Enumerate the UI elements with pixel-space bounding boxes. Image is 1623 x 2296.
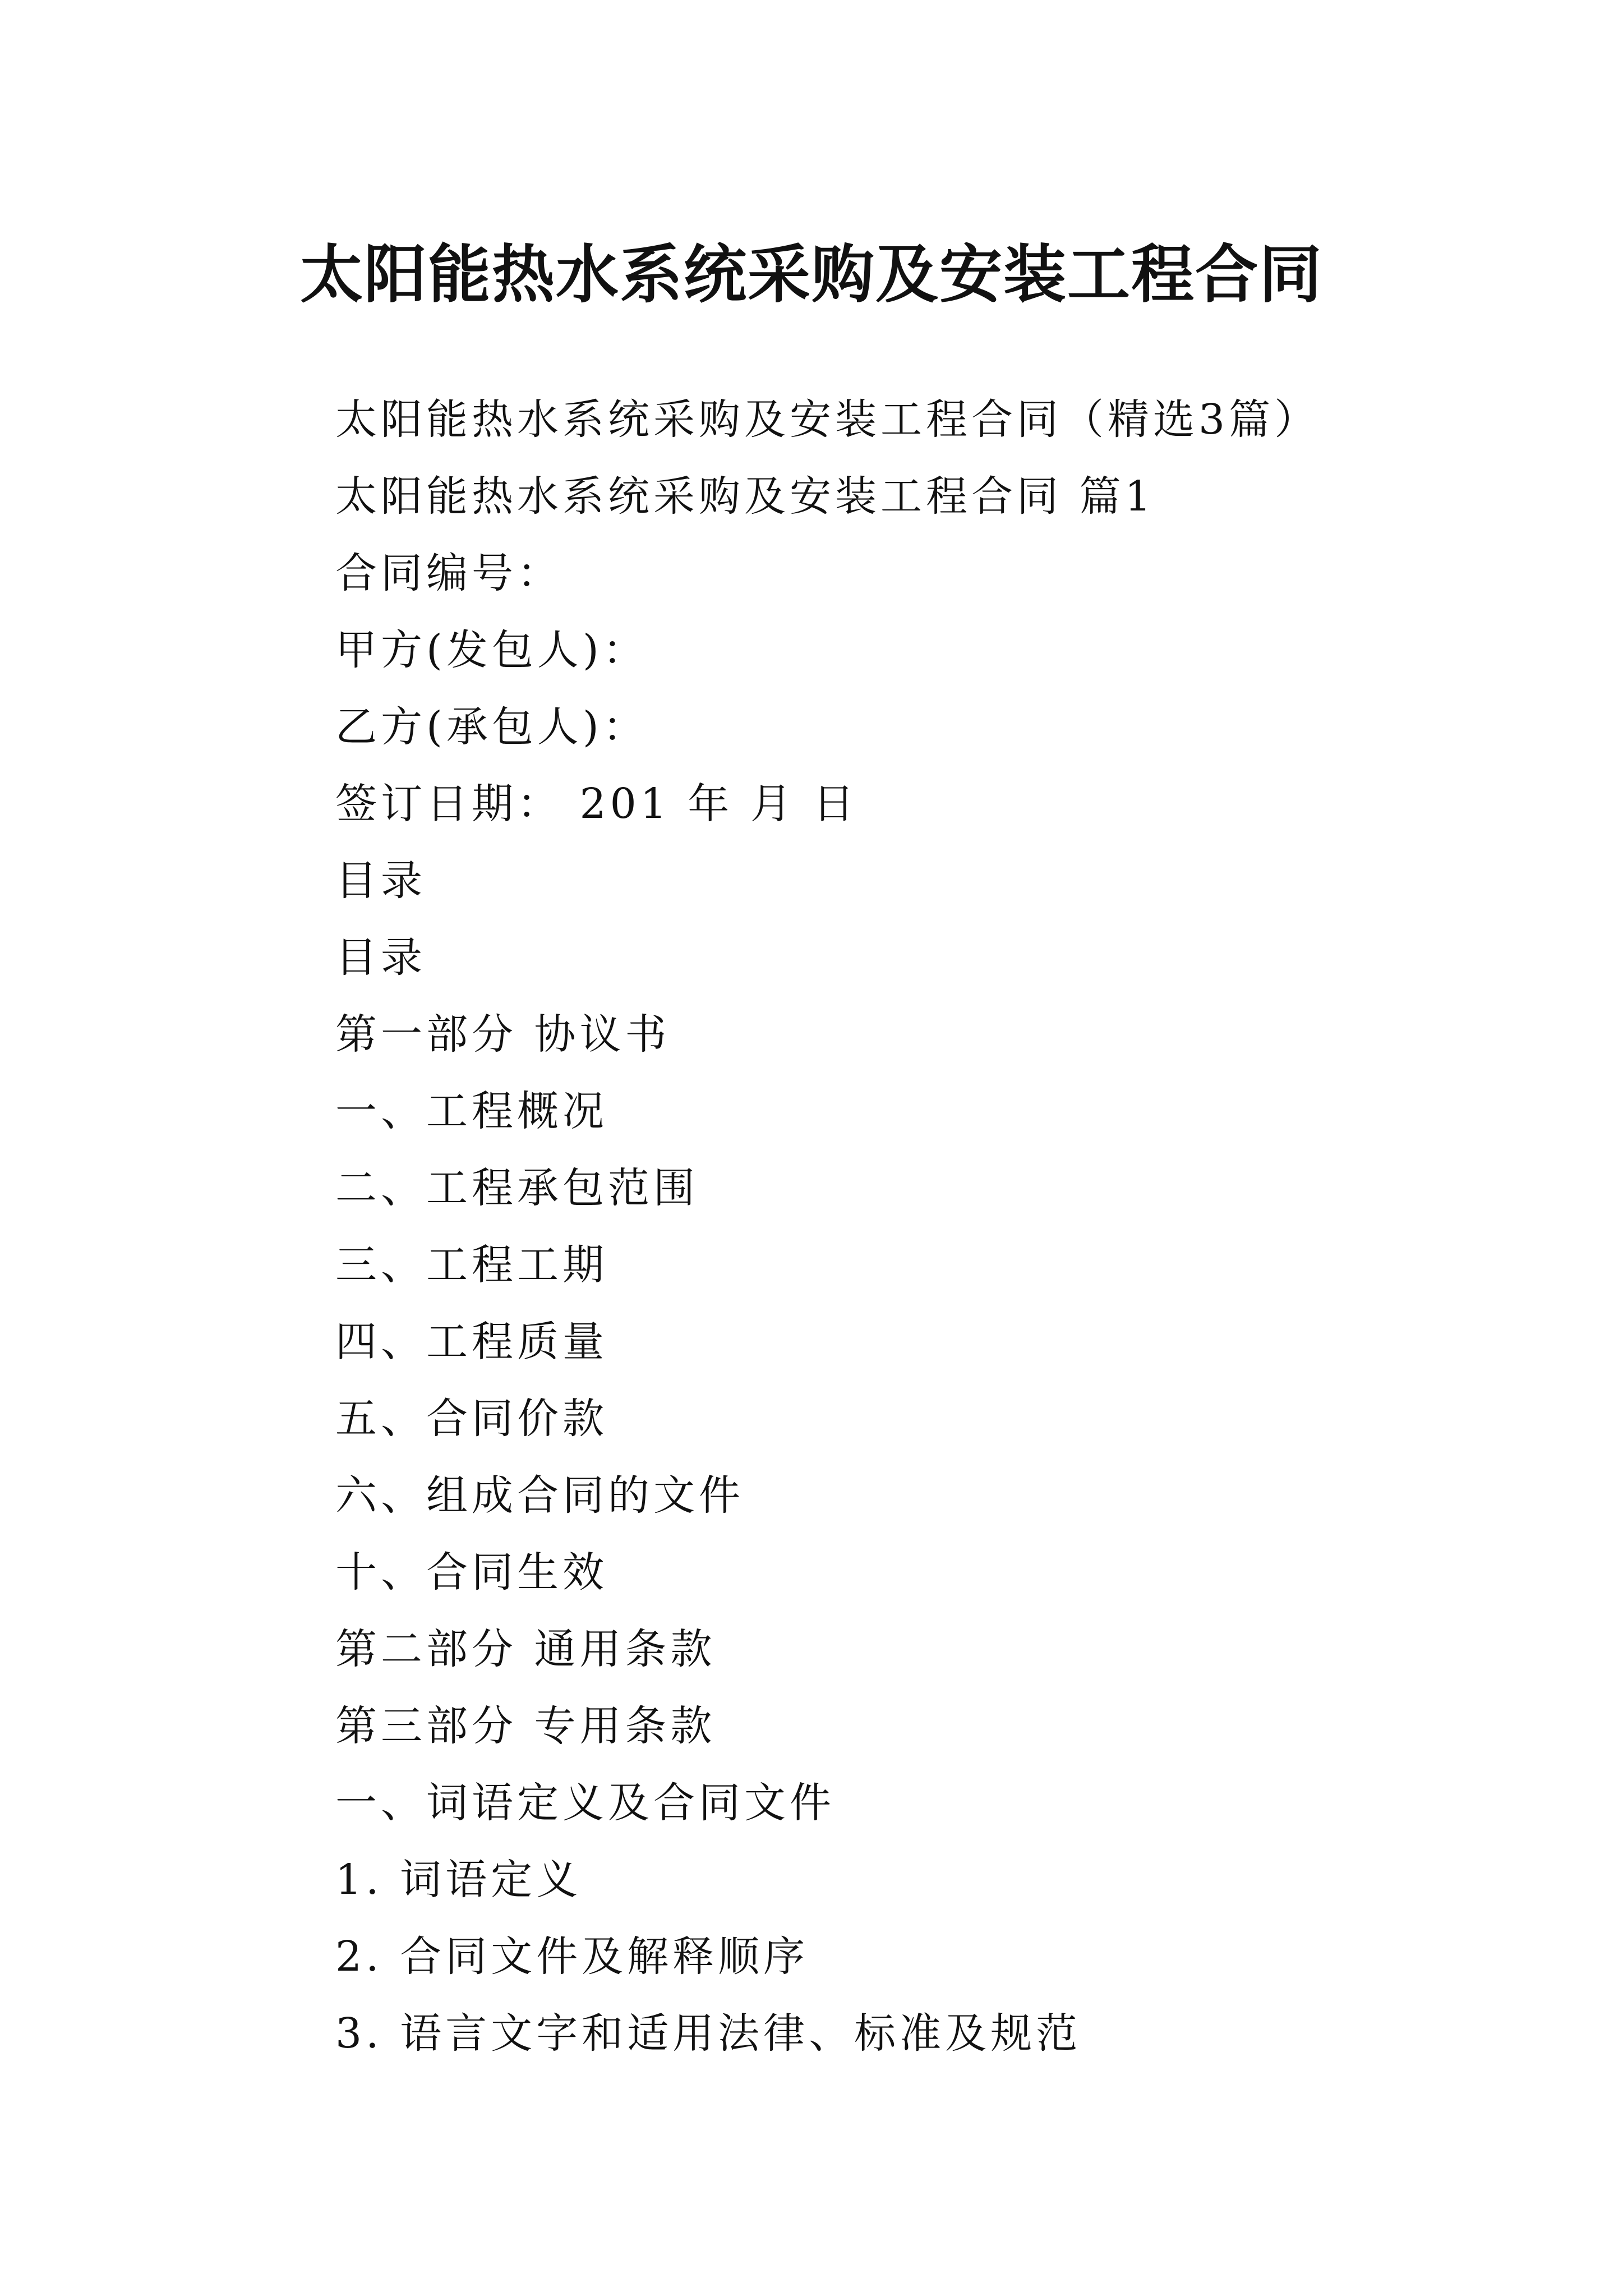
document-line: 目录 bbox=[335, 933, 426, 982]
document-line: 目录 bbox=[335, 857, 426, 905]
document-line: 第一部分 协议书 bbox=[335, 1010, 671, 1059]
document-line: 签订日期： 201 年 月 日 bbox=[335, 780, 859, 828]
document-body bbox=[335, 381, 1513, 2072]
document-line: 六、组成合同的文件 bbox=[335, 1471, 744, 1520]
document-line: 第三部分 专用条款 bbox=[335, 1702, 716, 1750]
document-line: 二、工程承包范围 bbox=[335, 1164, 699, 1212]
document-line: 1. 词语定义 bbox=[335, 1856, 582, 1904]
document-line: 太阳能热水系统采购及安装工程合同（精选3篇） bbox=[335, 395, 1320, 444]
document-line: 五、合同价款 bbox=[335, 1395, 608, 1443]
document-line: 3. 语言文字和适用法律、标准及规范 bbox=[335, 2009, 1082, 2058]
document-line: 四、工程质量 bbox=[335, 1318, 608, 1366]
document-line: 甲方(发包人)： bbox=[335, 626, 648, 674]
document-line: 第二部分 通用条款 bbox=[335, 1625, 716, 1673]
document-line: 一、工程概况 bbox=[335, 1087, 608, 1135]
document-line: 三、工程工期 bbox=[335, 1241, 608, 1289]
document-title: 太阳能热水系统采购及安装工程合同 bbox=[300, 238, 1323, 312]
document-line: 合同编号： bbox=[335, 549, 562, 597]
document-line: 一、词语定义及合同文件 bbox=[335, 1779, 835, 1827]
document-line: 太阳能热水系统采购及安装工程合同 篇1 bbox=[335, 472, 1155, 521]
document-line: 十、合同生效 bbox=[335, 1548, 608, 1596]
document-line: 乙方(承包人)： bbox=[335, 703, 648, 751]
document-line: 2. 合同文件及解释顺序 bbox=[335, 1932, 809, 1981]
